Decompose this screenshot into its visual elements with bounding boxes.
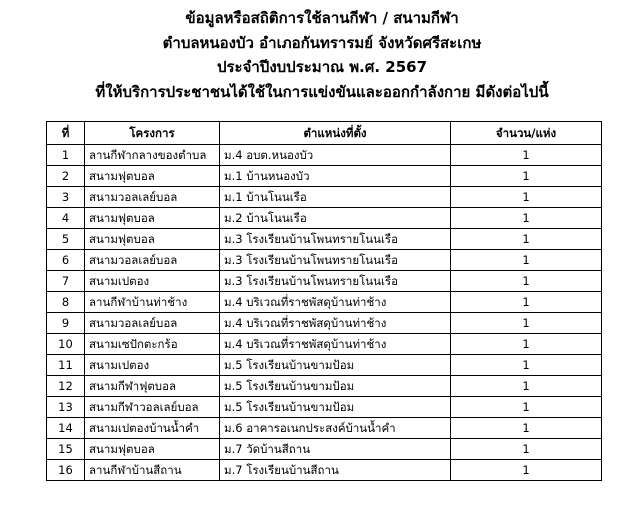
row-number: 11 [47, 355, 85, 376]
sports-facilities-table [46, 121, 602, 481]
row-location: ม.7 โรงเรียนบ้านสีถาน [220, 460, 451, 481]
row-number: 15 [47, 439, 85, 460]
row-number: 2 [47, 166, 85, 187]
row-location: ม.5 โรงเรียนบ้านขามป้อม [220, 376, 451, 397]
row-count: 1 [451, 292, 602, 313]
table-header-row [47, 122, 602, 145]
header-project: โครงการ [85, 122, 220, 145]
document-subtitle-location: ตำบลหนองบัว อำเภอกันทรารมย์ จังหวัดศรีสะเกษ [162, 34, 482, 52]
row-number: 3 [47, 187, 85, 208]
row-project: ลานกีฬาบ้านสีถาน [85, 460, 220, 481]
row-count: 1 [451, 418, 602, 439]
row-project: สนามฟุตบอล [85, 166, 220, 187]
row-location: ม.4 บริเวณที่ราชพัสดุบ้านท่าช้าง [220, 313, 451, 334]
row-number: 16 [47, 460, 85, 481]
table-row [47, 187, 602, 208]
row-location: ม.6 อาคารอเนกประสงค์บ้านน้ำคำ [220, 418, 451, 439]
table-row [47, 418, 602, 439]
table-row [47, 145, 602, 166]
row-count: 1 [451, 376, 602, 397]
row-count: 1 [451, 397, 602, 418]
row-project: สนามเปตอง [85, 271, 220, 292]
header-location: ตำแหน่งที่ตั้ง [220, 122, 451, 145]
table-row [47, 460, 602, 481]
row-project: สนามเปตองบ้านน้ำคำ [85, 418, 220, 439]
header-count: จำนวน/แห่ง [451, 122, 602, 145]
table-row [47, 271, 602, 292]
row-number: 13 [47, 397, 85, 418]
row-location: ม.1 บ้านหนองบัว [220, 166, 451, 187]
row-number: 8 [47, 292, 85, 313]
row-location: ม.4 อบต.หนองบัว [220, 145, 451, 166]
row-count: 1 [451, 208, 602, 229]
row-location: ม.1 บ้านโนนเรือ [220, 187, 451, 208]
table-row [47, 292, 602, 313]
row-count: 1 [451, 355, 602, 376]
row-location: ม.3 โรงเรียนบ้านโพนทรายโนนเรือ [220, 271, 451, 292]
row-number: 12 [47, 376, 85, 397]
row-count: 1 [451, 271, 602, 292]
row-count: 1 [451, 187, 602, 208]
row-count: 1 [451, 145, 602, 166]
row-project: สนามกีฬาฟุตบอล [85, 376, 220, 397]
row-location: ม.7 วัดบ้านสีถาน [220, 439, 451, 460]
table-row [47, 334, 602, 355]
row-count: 1 [451, 250, 602, 271]
document-title: ข้อมูลหรือสถิติการใช้ลานกีฬา / สนามกีฬา [185, 9, 459, 27]
row-project: สนามเซปักตะกร้อ [85, 334, 220, 355]
document-subtitle-fiscal-year: ประจำปีงบประมาณ พ.ศ. 2567 [216, 58, 428, 76]
row-location: ม.4 บริเวณที่ราชพัสดุบ้านท่าช้าง [220, 292, 451, 313]
table-row [47, 229, 602, 250]
table-row [47, 439, 602, 460]
row-project: สนามฟุตบอล [85, 208, 220, 229]
document-subtitle-description: ที่ให้บริการประชาชนได้ใช้ในการแข่งขันและออกกำลังกาย มีดังต่อไปนี้ [95, 83, 549, 101]
row-count: 1 [451, 439, 602, 460]
row-number: 5 [47, 229, 85, 250]
row-location: ม.5 โรงเรียนบ้านขามป้อม [220, 355, 451, 376]
row-project: สนามกีฬาวอลเลย์บอล [85, 397, 220, 418]
row-project: สนามเปตอง [85, 355, 220, 376]
row-count: 1 [451, 229, 602, 250]
row-number: 1 [47, 145, 85, 166]
row-project: สนามวอลเลย์บอล [85, 187, 220, 208]
table-row [47, 208, 602, 229]
row-project: สนามฟุตบอล [85, 439, 220, 460]
row-location: ม.4 บริเวณที่ราชพัสดุบ้านท่าช้าง [220, 334, 451, 355]
row-project: สนามฟุตบอล [85, 229, 220, 250]
row-location: ม.2 บ้านโนนเรือ [220, 208, 451, 229]
table-row [47, 250, 602, 271]
row-number: 14 [47, 418, 85, 439]
row-number: 6 [47, 250, 85, 271]
row-location: ม.5 โรงเรียนบ้านขามป้อม [220, 397, 451, 418]
table-row [47, 397, 602, 418]
row-count: 1 [451, 334, 602, 355]
row-project: ลานกีฬาบ้านท่าช้าง [85, 292, 220, 313]
row-count: 1 [451, 166, 602, 187]
row-project: สนามวอลเลย์บอล [85, 250, 220, 271]
header-number: ที่ [47, 122, 85, 145]
row-count: 1 [451, 313, 602, 334]
table-row [47, 313, 602, 334]
row-project: สนามวอลเลย์บอล [85, 313, 220, 334]
row-number: 9 [47, 313, 85, 334]
table-row [47, 166, 602, 187]
row-number: 7 [47, 271, 85, 292]
row-location: ม.3 โรงเรียนบ้านโพนทรายโนนเรือ [220, 250, 451, 271]
row-count: 1 [451, 460, 602, 481]
table-row [47, 355, 602, 376]
row-project: ลานกีฬากลางของตำบล [85, 145, 220, 166]
row-location: ม.3 โรงเรียนบ้านโพนทรายโนนเรือ [220, 229, 451, 250]
row-number: 4 [47, 208, 85, 229]
row-number: 10 [47, 334, 85, 355]
table-row [47, 376, 602, 397]
